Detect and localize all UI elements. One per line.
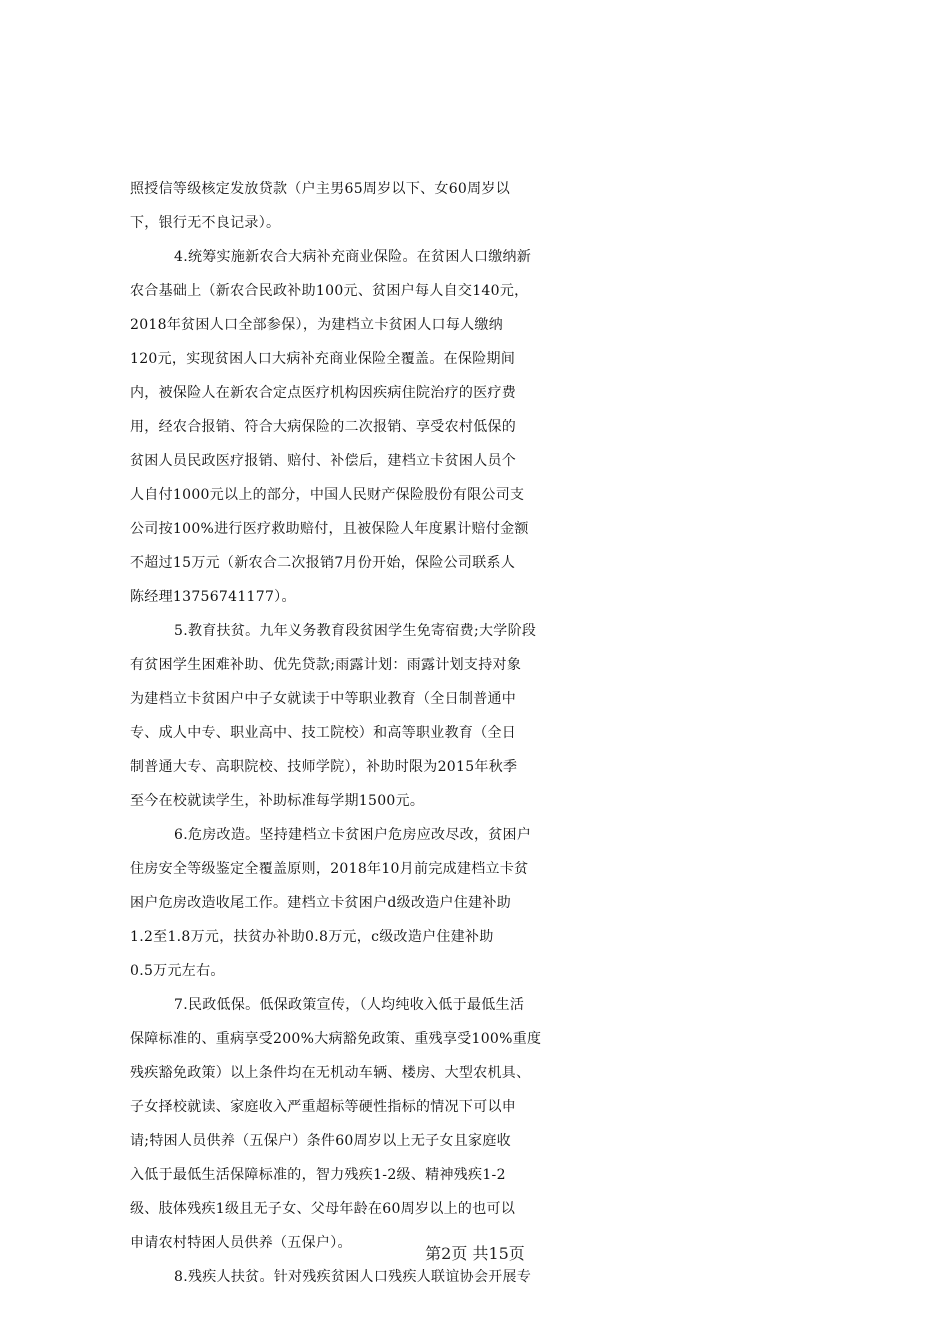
text-line: 级、肢体残疾1级且无子女、父母年龄在60周岁以上的也可以 (130, 1201, 516, 1217)
text-line: 陈经理13756741177）。 (130, 589, 296, 605)
text-line: 申请农村特困人员供养（五保户）。 (130, 1235, 352, 1251)
document-body (130, 172, 830, 1294)
text-line: 农合基础上（新农合民政补助100元、贫困户每人自交140元， (130, 283, 529, 299)
text-line: 保障标准的、重病享受200%大病豁免政策、重残享受100%重度 (130, 1031, 542, 1047)
paragraph-first-line: 8.残疾人扶贫。针对残疾贫困人口残疾人联谊协会开展专 (174, 1269, 532, 1285)
text-line: 贫困人员民政医疗报销、赔付、补偿后，建档立卡贫困人员个 (130, 453, 517, 469)
text-line: 子女择校就读、家庭收入严重超标等硬性指标的情况下可以申 (130, 1099, 517, 1115)
paragraph-first-line: 7.民政低保。低保政策宣传，（人均纯收入低于最低生活 (174, 997, 525, 1013)
text-line: 内，被保险人在新农合定点医疗机构因疾病住院治疗的医疗费 (130, 385, 517, 401)
text-line: 入低于最低生活保障标准的，智力残疾1-2级、精神残疾1-2 (130, 1167, 506, 1183)
page-footer: 第2页 共15页 (425, 1244, 525, 1263)
text-line: 1.2至1.8万元，扶贫办补助0.8万元，c级改造户住建补助 (130, 929, 494, 945)
text-line: 120元，实现贫困人口大病补充商业保险全覆盖。在保险期间 (130, 351, 516, 367)
text-line: 公司按100%进行医疗救助赔付，且被保险人年度累计赔付金额 (130, 521, 529, 537)
paragraph-first-line: 6.危房改造。坚持建档立卡贫困户危房应改尽改，贫困户 (174, 827, 532, 843)
text-line: 至今在校就读学生，补助标准每学期1500元。 (130, 793, 425, 809)
paragraph-first-line: 4.统筹实施新农合大病补充商业保险。在贫困人口缴纳新 (174, 249, 532, 265)
text-line: 2018年贫困人口全部参保），为建档立卡贫困人口每人缴纳 (130, 317, 504, 333)
text-line: 有贫困学生困难补助、优先贷款;雨露计划：雨露计划支持对象 (130, 657, 522, 673)
text-line: 为建档立卡贫困户中子女就读于中等职业教育（全日制普通中 (130, 691, 517, 707)
text-line: 制普通大专、高职院校、技师学院），补助时限为2015年秋季 (130, 759, 518, 775)
text-line: 专、成人中专、职业高中、技工院校）和高等职业教育（全日 (130, 725, 517, 741)
text-line: 用，经农合报销、符合大病保险的二次报销、享受农村低保的 (130, 419, 517, 435)
text-line: 残疾豁免政策）以上条件均在无机动车辆、楼房、大型农机具、 (130, 1065, 531, 1081)
text-line: 下，银行无不良记录）。 (130, 215, 281, 231)
text-line: 不超过15万元（新农合二次报销7月份开始，保险公司联系人 (130, 555, 516, 571)
text-line: 请;特困人员供养（五保户）条件60周岁以上无子女且家庭收 (130, 1133, 511, 1149)
text-line: 0.5万元左右。 (130, 963, 225, 979)
text-line: 照授信等级核定发放贷款（户主男65周岁以下、女60周岁以 (130, 181, 511, 197)
text-line: 人自付1000元以上的部分，中国人民财产保险股份有限公司支 (130, 487, 525, 503)
text-line: 困户危房改造收尾工作。建档立卡贫困户d级改造户住建补助 (130, 895, 512, 911)
text-line: 住房安全等级鉴定全覆盖原则，2018年10月前完成建档立卡贫 (130, 861, 529, 877)
paragraph-first-line: 5.教育扶贫。九年义务教育段贫困学生免寄宿费;大学阶段 (174, 623, 537, 639)
